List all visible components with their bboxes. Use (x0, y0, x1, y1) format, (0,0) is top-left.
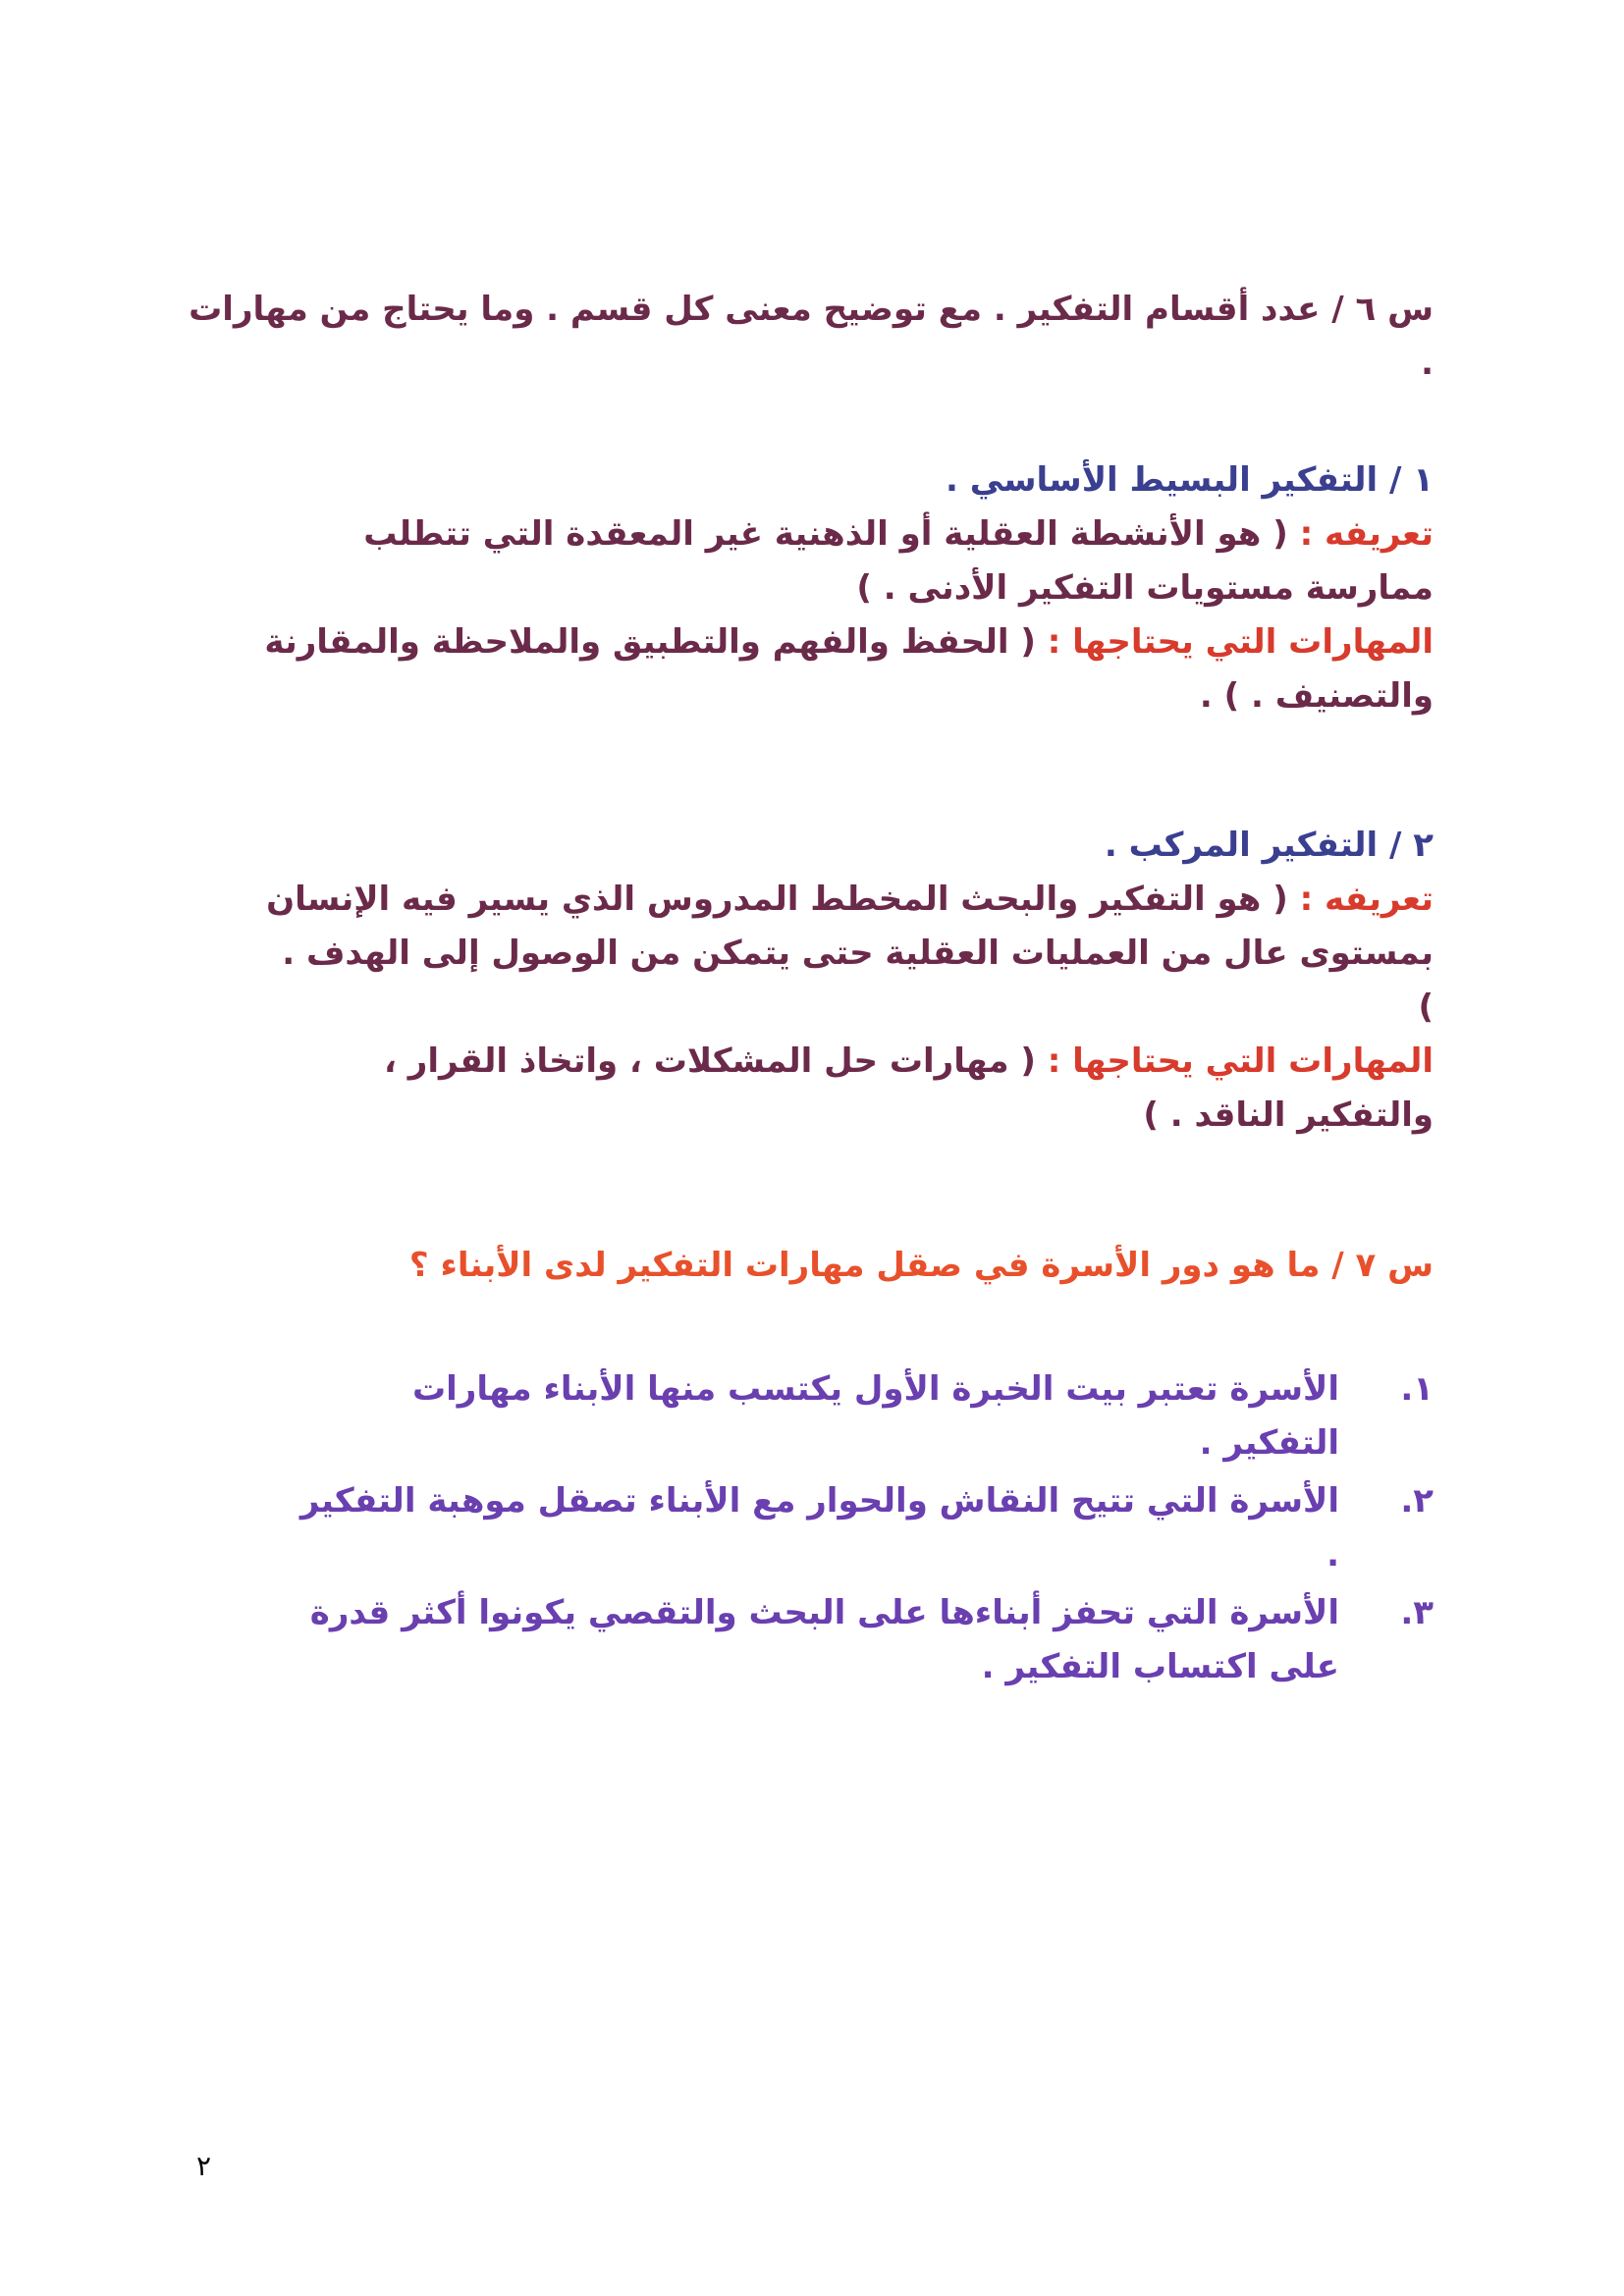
list-item (196, 1474, 1434, 1582)
section-2-skills-text: ( مهارات حل المشكلات ، واتخاذ القرار ، والتفكير الناقد . ) (384, 1041, 1434, 1136)
list-item-number: ١. (1400, 1369, 1434, 1409)
section-2-heading: ٢ / التفكير المركب . (1104, 826, 1434, 865)
section-2-definition-label: تعريفه : (1299, 880, 1434, 920)
section-1-definition-text: ( هو الأنشطة العقلية أو الذهنية غير المعقدة التي تتطلب ممارسة مستويات التفكير الأدنى . ) (363, 514, 1434, 609)
section-simple-thinking (196, 454, 1434, 723)
list-item-text: الأسرة التي تحفز أبناءها على البحث والتقصي يكونوا أكثر قدرة على اكتساب التفكير . (309, 1593, 1339, 1687)
question-6-text: س ٦ / عدد أقسام التفكير . مع توضيح معنى كل قسم . وما يحتاج من مهارات . (189, 290, 1434, 384)
list-item (196, 1586, 1434, 1694)
section-1-definition-label: تعريفه : (1299, 514, 1434, 555)
section-1-definition (255, 507, 1434, 615)
question-6 (185, 283, 1434, 391)
list-item-text: الأسرة تعتبر بيت الخبرة الأول يكتسب منها الأبناء مهارات التفكير . (411, 1369, 1339, 1464)
list-item-number: ٣. (1400, 1593, 1434, 1633)
list-item-number: ٢. (1400, 1481, 1434, 1522)
question-7-text: س ٧ / ما هو دور الأسرة في صقل مهارات التفكير لدى الأبناء ؟ (408, 1246, 1434, 1285)
section-complex-thinking (196, 819, 1434, 1143)
page-number: ٢ (196, 2150, 212, 2182)
section-2-definition (255, 873, 1434, 1035)
list-item-text: الأسرة التي تتيح النقاش والحوار مع الأبناء تصقل موهبة التفكير . (299, 1481, 1339, 1575)
section-1-skills-text: ( الحفظ والفهم والتطبيق والملاحظة والمقارنة والتصنيف . ) . (264, 622, 1434, 717)
list-item (196, 1362, 1434, 1470)
section-1-heading: ١ / التفكير البسيط الأساسي . (945, 460, 1434, 500)
question-7 (196, 1239, 1434, 1293)
section-2-definition-text: ( هو التفكير والبحث المخطط المدروس الذي يسير فيه الإنسان بمستوى عال من العمليات العقلية حتى يتمكن من الوصول إلى الهدف . ) (266, 880, 1434, 1028)
answers-list (196, 1362, 1434, 1698)
section-2-skills-label: المهارات التي يحتاجها : (1047, 1041, 1434, 1082)
section-2-skills (255, 1035, 1434, 1143)
section-1-skills-label: المهارات التي يحتاجها : (1047, 622, 1434, 663)
section-1-skills (196, 615, 1434, 723)
